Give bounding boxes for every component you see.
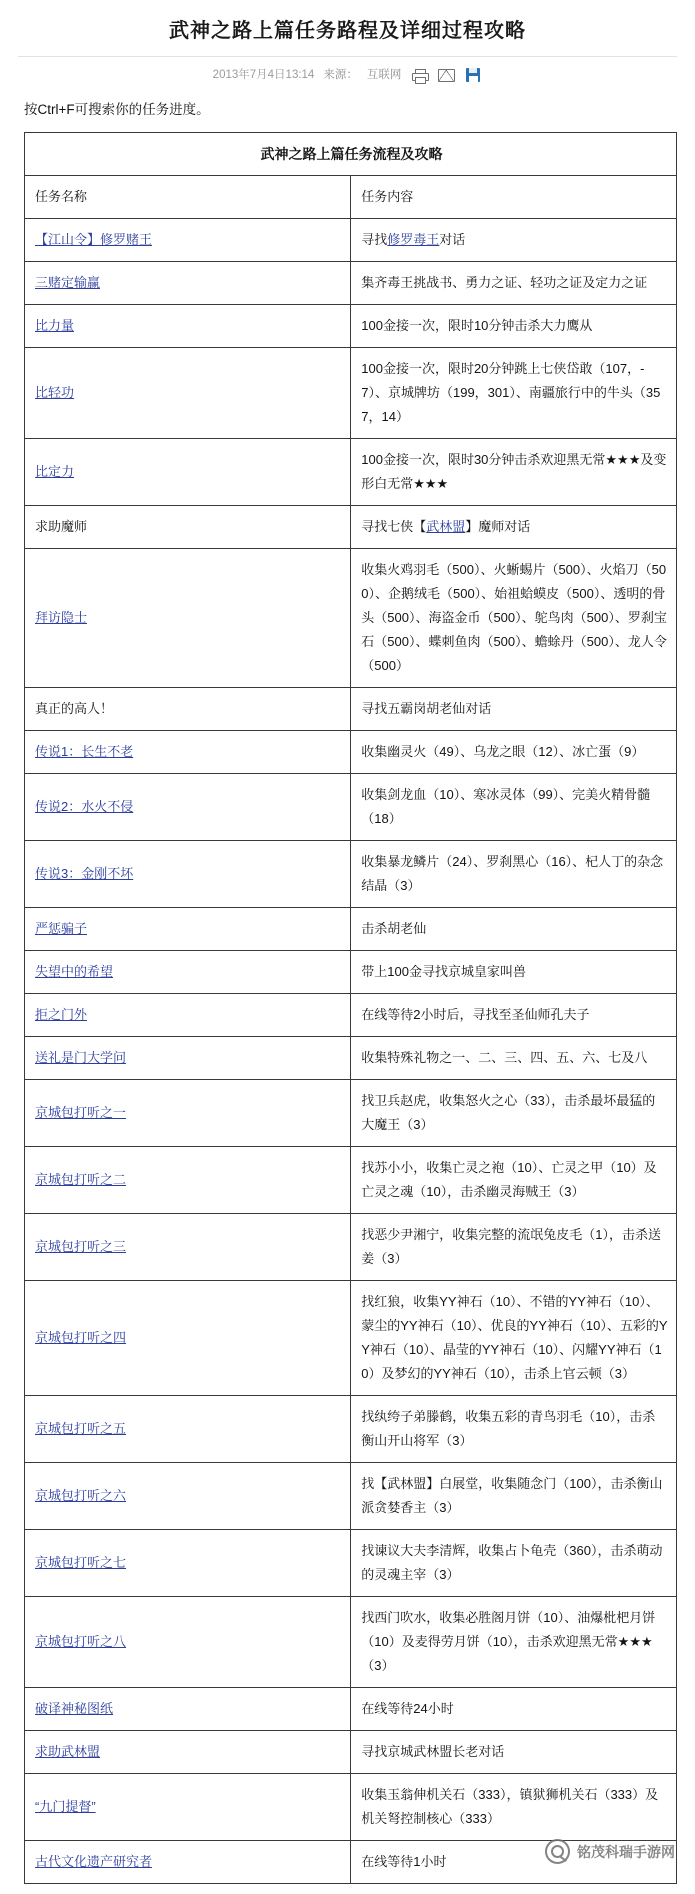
table-row xyxy=(25,348,677,439)
quest-name-cell[interactable] xyxy=(25,1281,351,1396)
quest-name-cell[interactable] xyxy=(25,262,351,305)
quest-name-cell[interactable] xyxy=(25,348,351,439)
quest-name-link[interactable]: 拜访隐士 xyxy=(35,610,88,625)
quest-content-text: 集齐毒王挑战书、勇力之证、轻功之证及定力之证 xyxy=(361,275,648,290)
quest-content-cell xyxy=(351,1463,677,1530)
table-row xyxy=(25,1080,677,1147)
quest-content-cell xyxy=(351,1396,677,1463)
quest-name-cell[interactable] xyxy=(25,841,351,908)
table-row xyxy=(25,731,677,774)
table-row xyxy=(25,305,677,348)
quest-content-cell xyxy=(351,348,677,439)
quest-name-link[interactable]: 传说2：水火不侵 xyxy=(35,799,134,814)
table-row xyxy=(25,1688,677,1731)
quest-name-cell[interactable] xyxy=(25,994,351,1037)
table-row xyxy=(25,439,677,506)
column-header: 任务内容 xyxy=(351,176,677,219)
quest-name-cell[interactable] xyxy=(25,774,351,841)
quest-name-link[interactable]: “九门提督” xyxy=(35,1799,96,1814)
intro-text: 按Ctrl+F可搜索你的任务进度。 xyxy=(24,102,210,117)
quest-content-cell xyxy=(351,1037,677,1080)
quest-content-cell xyxy=(351,1731,677,1774)
quest-name-cell[interactable] xyxy=(25,305,351,348)
quest-name-cell[interactable] xyxy=(25,1597,351,1688)
quest-content-text: 寻找七侠【 xyxy=(361,519,427,534)
quest-name-link[interactable]: 古代文化遗产研究者 xyxy=(35,1854,153,1869)
table-row xyxy=(25,908,677,951)
quest-content-text: 找纨绔子弟滕鹤，收集五彩的青鸟羽毛（10），击杀衡山开山将军（3） xyxy=(361,1409,656,1448)
quest-name-cell[interactable] xyxy=(25,1688,351,1731)
quest-content-text: 100金接一次，限时20分钟跳上七侠岱敢（107，-7）、京城牌坊（199，301）、南疆旅行中的牛头（357，14） xyxy=(361,361,661,424)
quest-content-text: 收集火鸡羽毛（500）、火蜥蜴片（500）、火焰刀（500）、企鹅绒毛（500）、始祖蛤蟆皮（500）、透明的骨头（500）、海盗金币（500）、鸵鸟肉（500）、罗刹宝石（500）、蝶刺鱼肉（500）、蟾蜍丹（500）、龙人令（500） xyxy=(361,562,667,673)
quest-content-text: 收集剑龙血（10）、寒冰灵体（99）、完美火精骨髓（18） xyxy=(361,787,651,826)
quest-name-cell[interactable] xyxy=(25,951,351,994)
quest-name-link[interactable]: 三赌定输赢 xyxy=(35,275,101,290)
article-meta xyxy=(0,66,695,84)
quest-content-text: 找红狼，收集YY神石（10）、不错的YY神石（10）、蒙尘的YY神石（10）、优良的YY神石（10）、五彩的YY神石（10）、晶莹的YY神石（10）、闪耀YY神石（10）及梦幻的YY神石（10），击杀上官云顿（3） xyxy=(361,1294,668,1381)
quest-content-text: 在线等待24小时 xyxy=(361,1701,454,1716)
quest-content-cell xyxy=(351,219,677,262)
quest-name-link[interactable]: 京城包打听之六 xyxy=(35,1488,127,1503)
quest-name-link[interactable]: 送礼是门大学问 xyxy=(35,1050,127,1065)
quest-content-text: 在线等待1小时 xyxy=(361,1854,447,1869)
quest-content-text: 找恶少尹湘宁，收集完整的流氓兔皮毛（1），击杀送姜（3） xyxy=(361,1227,661,1266)
quest-name-link[interactable]: 传说1：长生不老 xyxy=(35,744,134,759)
quest-name-cell[interactable] xyxy=(25,1774,351,1841)
quest-name-cell[interactable] xyxy=(25,1530,351,1597)
quest-name-cell xyxy=(25,506,351,549)
quest-content-cell xyxy=(351,439,677,506)
quest-name-link[interactable]: 拒之门外 xyxy=(35,1007,88,1022)
quest-content-text: 寻找五霸岗胡老仙对话 xyxy=(361,701,492,716)
table-row xyxy=(25,1774,677,1841)
quest-content-text: 收集玉翁伸机关石（333），镇狱狮机关石（333）及机关弩控制核心（333） xyxy=(361,1787,659,1826)
table-row xyxy=(25,549,677,688)
watermark-logo-icon xyxy=(545,1839,570,1864)
table-row xyxy=(25,951,677,994)
quest-content-cell xyxy=(351,774,677,841)
quest-name-link[interactable]: 京城包打听之三 xyxy=(35,1239,127,1254)
quest-content-cell xyxy=(351,841,677,908)
quest-content-cell xyxy=(351,1214,677,1281)
quest-name-link[interactable]: 京城包打听之五 xyxy=(35,1421,127,1436)
quest-content-cell xyxy=(351,1688,677,1731)
table-row xyxy=(25,994,677,1037)
table-row xyxy=(25,1281,677,1396)
article-header xyxy=(0,0,695,84)
quest-content-link[interactable]: 武林盟 xyxy=(426,519,466,534)
quest-name-link[interactable]: 严惩骗子 xyxy=(35,921,88,936)
quest-content-text: 找谏议大夫李清辉，收集占卜龟壳（360），击杀萌动的灵魂主宰（3） xyxy=(361,1543,663,1582)
quest-content-cell xyxy=(351,1530,677,1597)
quest-name-link[interactable]: 京城包打听之二 xyxy=(35,1172,127,1187)
quest-name-cell[interactable] xyxy=(25,1147,351,1214)
quest-name-link[interactable]: 京城包打听之八 xyxy=(35,1634,127,1649)
quest-content-cell xyxy=(351,951,677,994)
save-icon[interactable] xyxy=(464,66,482,84)
quest-content-text: 寻找 xyxy=(361,232,388,247)
quest-content-text: 击杀胡老仙 xyxy=(361,921,427,936)
table-row xyxy=(25,1214,677,1281)
watermark-text: 铭茂科瑞手游网 xyxy=(577,1843,675,1860)
quest-content-text: 寻找京城武林盟长老对话 xyxy=(361,1744,505,1759)
quest-content-text: 收集幽灵火（49）、乌龙之眼（12）、冰亡蛋（9） xyxy=(361,744,645,759)
quest-name-link[interactable]: 比定力 xyxy=(35,464,75,479)
source-label: 来源： xyxy=(323,69,358,81)
table-row xyxy=(25,841,677,908)
publish-date: 2013年7月4日13:14 xyxy=(212,69,315,81)
table-row xyxy=(25,774,677,841)
quest-content-cell xyxy=(351,994,677,1037)
table-banner-row xyxy=(25,133,677,176)
quest-content-cell xyxy=(351,1080,677,1147)
quest-name-link[interactable]: 求助武林盟 xyxy=(35,1744,101,1759)
quest-content-text: 找苏小小，收集亡灵之袍（10）、亡灵之甲（10）及亡灵之魂（10），击杀幽灵海贼王（3） xyxy=(361,1160,657,1199)
table-row xyxy=(25,1396,677,1463)
quest-content-text: 收集暴龙鳞片（24）、罗刹黑心（16）、杞人丁的杂念结晶（3） xyxy=(361,854,664,893)
table-row xyxy=(25,1147,677,1214)
quest-content-text: 找卫兵赵虎，收集怒火之心（33），击杀最坏最猛的大魔王（3） xyxy=(361,1093,656,1132)
quest-name-cell[interactable] xyxy=(25,1037,351,1080)
quest-name-cell[interactable] xyxy=(25,731,351,774)
quest-name-cell xyxy=(25,688,351,731)
quest-name-link[interactable]: 比力量 xyxy=(35,318,75,333)
table-row xyxy=(25,1530,677,1597)
quest-content-text: 带上100金寻找京城皇家叫兽 xyxy=(361,964,526,979)
quest-name-link[interactable]: 失望中的希望 xyxy=(35,964,114,979)
site-watermark xyxy=(545,1839,675,1864)
table-row xyxy=(25,262,677,305)
page-title: 武神之路上篇任务路程及详细过程攻略 xyxy=(169,20,526,42)
quest-content-text: 找西门吹水，收集必胜阁月饼（10）、油爆枇杷月饼（10）及麦得劳月饼（10），击杀欢迎黑无常★★★（3） xyxy=(361,1610,656,1673)
quest-content-cell xyxy=(351,262,677,305)
quest-content-cell xyxy=(351,1147,677,1214)
quest-content-cell xyxy=(351,305,677,348)
quest-name-cell[interactable] xyxy=(25,908,351,951)
table-header-row xyxy=(25,176,677,219)
quest-content-text: 对话 xyxy=(439,232,466,247)
quest-name-cell[interactable] xyxy=(25,1214,351,1281)
quest-name-cell[interactable] xyxy=(25,1463,351,1530)
quest-name-link[interactable]: 京城包打听之一 xyxy=(35,1105,127,1120)
quest-name-cell[interactable] xyxy=(25,549,351,688)
table-row xyxy=(25,688,677,731)
quest-content-cell xyxy=(351,1281,677,1396)
quest-name-cell[interactable] xyxy=(25,1841,351,1884)
table-row xyxy=(25,1731,677,1774)
quest-content-text: 找【武林盟】白展堂，收集随念门（100），击杀衡山派贪婪香主（3） xyxy=(361,1476,663,1515)
quest-content-cell xyxy=(351,1597,677,1688)
table-row xyxy=(25,1597,677,1688)
quest-name-text: 真正的高人！ xyxy=(35,701,114,716)
quest-content-cell xyxy=(351,731,677,774)
quest-name-cell[interactable] xyxy=(25,1396,351,1463)
quest-content-cell xyxy=(351,908,677,951)
quest-table-wrapper xyxy=(24,132,677,1884)
quest-content-text: 收集特殊礼物之一、二、三、四、五、六、七及八 xyxy=(361,1050,648,1065)
quest-name-text: 求助魔师 xyxy=(35,519,88,534)
quest-name-link[interactable]: 破译神秘图纸 xyxy=(35,1701,114,1716)
quest-content-cell xyxy=(351,1774,677,1841)
column-header: 任务名称 xyxy=(25,176,351,219)
quest-name-link[interactable]: 传说3：金刚不坏 xyxy=(35,866,134,881)
quest-content-cell xyxy=(351,688,677,731)
table-row xyxy=(25,1037,677,1080)
quest-content-cell xyxy=(351,549,677,688)
quest-content-text: 】魔师对话 xyxy=(465,519,531,534)
print-icon[interactable] xyxy=(410,66,428,84)
mail-icon[interactable] xyxy=(437,66,455,84)
source-value: 互联网 xyxy=(366,69,402,81)
quest-name-cell[interactable] xyxy=(25,1731,351,1774)
table-row xyxy=(25,1463,677,1530)
quest-content-cell xyxy=(351,506,677,549)
quest-name-cell[interactable] xyxy=(25,219,351,262)
table-banner-text: 武神之路上篇任务流程及攻略 xyxy=(25,133,677,176)
quest-name-link[interactable]: 比轻功 xyxy=(35,385,75,400)
quest-content-text: 在线等待2小时后，寻找至圣仙师孔夫子 xyxy=(361,1007,590,1022)
quest-name-link[interactable]: 京城包打听之四 xyxy=(35,1330,127,1345)
title-divider xyxy=(18,56,677,57)
quest-name-cell[interactable] xyxy=(25,1080,351,1147)
quest-content-link[interactable]: 修罗毒王 xyxy=(387,232,440,247)
quest-table xyxy=(25,133,677,1884)
table-row xyxy=(25,219,677,262)
quest-name-link[interactable]: 【江山令】修罗赌王 xyxy=(35,232,153,247)
quest-table-body xyxy=(25,133,677,1884)
quest-name-cell[interactable] xyxy=(25,439,351,506)
table-row xyxy=(25,506,677,549)
quest-content-text: 100金接一次，限时30分钟击杀欢迎黑无常★★★及变形白无常★★★ xyxy=(361,452,667,491)
quest-name-link[interactable]: 京城包打听之七 xyxy=(35,1555,127,1570)
quest-content-text: 100金接一次，限时10分钟击杀大力鹰从 xyxy=(361,318,593,333)
